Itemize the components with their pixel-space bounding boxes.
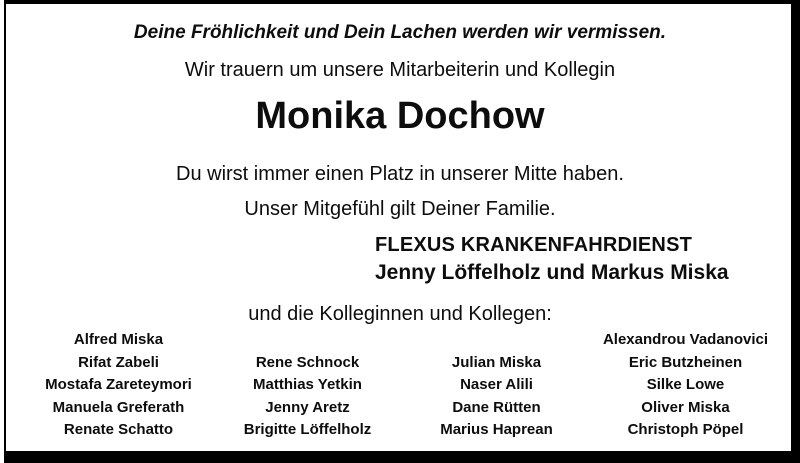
colleagues-grid: [24, 329, 780, 442]
colleague-name: Christoph Pöpel: [627, 421, 744, 438]
colleague-name: Brigitte Löffelholz: [243, 421, 372, 438]
colleague-column-2: [213, 329, 402, 442]
colleague-name: Oliver Miska: [641, 398, 730, 416]
epigraph: Deine Fröhlichkeit und Dein Lachen werden wir vermissen.: [133, 22, 667, 43]
deceased-name: Monika Dochow: [255, 95, 545, 137]
colleague-name: Silke Lowe: [646, 376, 725, 393]
colleague-column-1: [24, 329, 213, 442]
colleague-name: Eric Butzheinen: [628, 353, 743, 371]
colleague-name: Naser Alili: [460, 376, 533, 393]
colleague-name: Rene Schnock: [255, 353, 360, 371]
colleague-name: Manuela Greferath: [52, 398, 185, 416]
tribute-line-1: Du wirst immer einen Platz in unserer Mitte haben.: [176, 163, 624, 185]
colleague-name: Alfred Miska: [73, 331, 164, 348]
colleague-name: Dane Rütten: [452, 398, 541, 416]
colleague-name: Julian Miska: [451, 353, 542, 371]
colleague-name: Jenny Aretz: [265, 398, 350, 416]
colleague-column-3: [402, 329, 591, 442]
colleague-name: Matthias Yetkin: [253, 376, 362, 393]
colleague-name: Renate Schatto: [63, 421, 174, 438]
colleague-column-4: [591, 329, 780, 442]
colleague-name: Alexandrou Vadanovici: [602, 331, 769, 348]
colleague-name: Rifat Zabeli: [78, 353, 159, 371]
company-name: FLEXUS KRANKENFAHRDIENST: [375, 234, 693, 256]
signatories: Jenny Löffelholz und Markus Miska: [375, 261, 729, 284]
intro-line: Wir trauern um unsere Mitarbeiterin und Kollegin: [184, 59, 616, 81]
colleague-name: Mostafa Zareteymori: [45, 376, 192, 393]
colleagues-intro: und die Kolleginnen und Kollegen:: [248, 303, 552, 325]
colleague-name: Marius Haprean: [440, 421, 553, 438]
tribute-line-2: Unser Mitgefühl gilt Deiner Familie.: [244, 198, 556, 220]
